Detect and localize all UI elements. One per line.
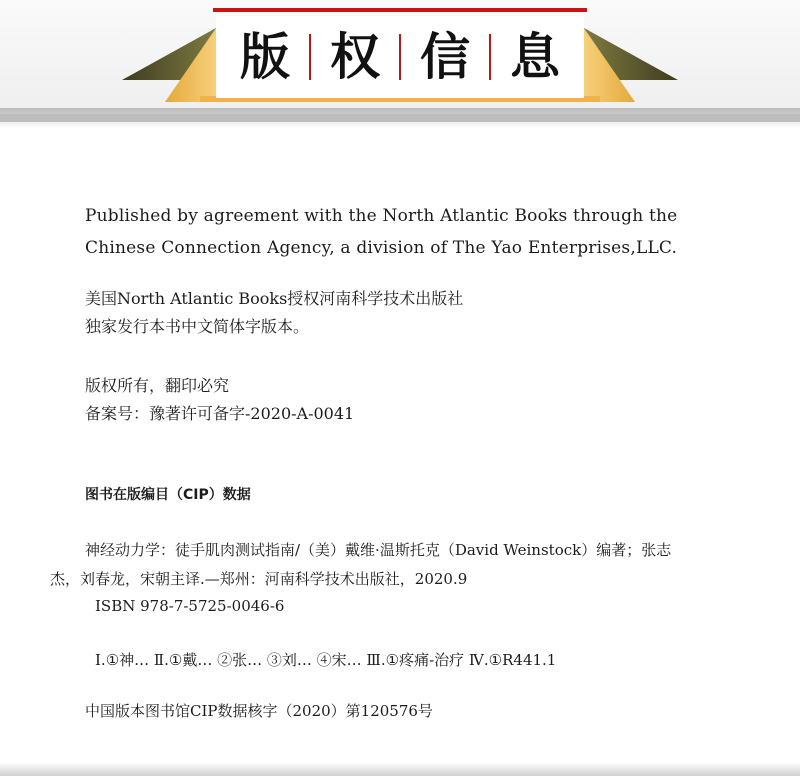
- cip-entry-line-1: 神经动力学：徒手肌肉测试指南/（美）戴维·温斯托克（David Weinstock）编著；张志: [85, 541, 672, 559]
- cip-heading: 图书在版编目（CIP）数据: [85, 487, 251, 503]
- title-char-3: 信: [420, 28, 470, 86]
- agreement-text-line-2: Chinese Connection Agency, a division of The Yao Enterprises,LLC.: [85, 238, 678, 258]
- header-red-line: [213, 8, 587, 12]
- record-number: 备案号：豫著许可备字-2020-A-0041: [85, 404, 355, 423]
- header-bottom-edge: [0, 114, 800, 122]
- classification-numbers: Ⅰ.①神… Ⅱ.①戴… ②张… ③刘… ④宋… Ⅲ.①疼痛-治疗 Ⅳ.①R441.1: [95, 651, 557, 669]
- footer-shadow: [0, 762, 800, 776]
- isbn: ISBN 978-7-5725-0046-6: [95, 597, 285, 615]
- cip-entry-line-2: 杰，刘春龙，宋朝主译.—郑州：河南科学技术出版社，2020.9: [50, 570, 468, 588]
- authorization-line-2: 独家发行本书中文简体字版本。: [85, 317, 310, 336]
- title-banner: [216, 16, 584, 98]
- title-char-1: 版: [240, 28, 290, 86]
- authorization-line-1: 美国North Atlantic Books授权河南科学技术出版社: [85, 289, 464, 308]
- rights-reserved: 版权所有，翻印必究: [85, 376, 230, 395]
- cip-verification-number: 中国版本图书馆CIP数据核字（2020）第120576号: [85, 702, 433, 720]
- title-char-2: 权: [330, 28, 380, 86]
- title-char-4: 息: [510, 28, 560, 86]
- agreement-text-line-1: Published by agreement with the North Atlantic Books through the: [85, 206, 678, 226]
